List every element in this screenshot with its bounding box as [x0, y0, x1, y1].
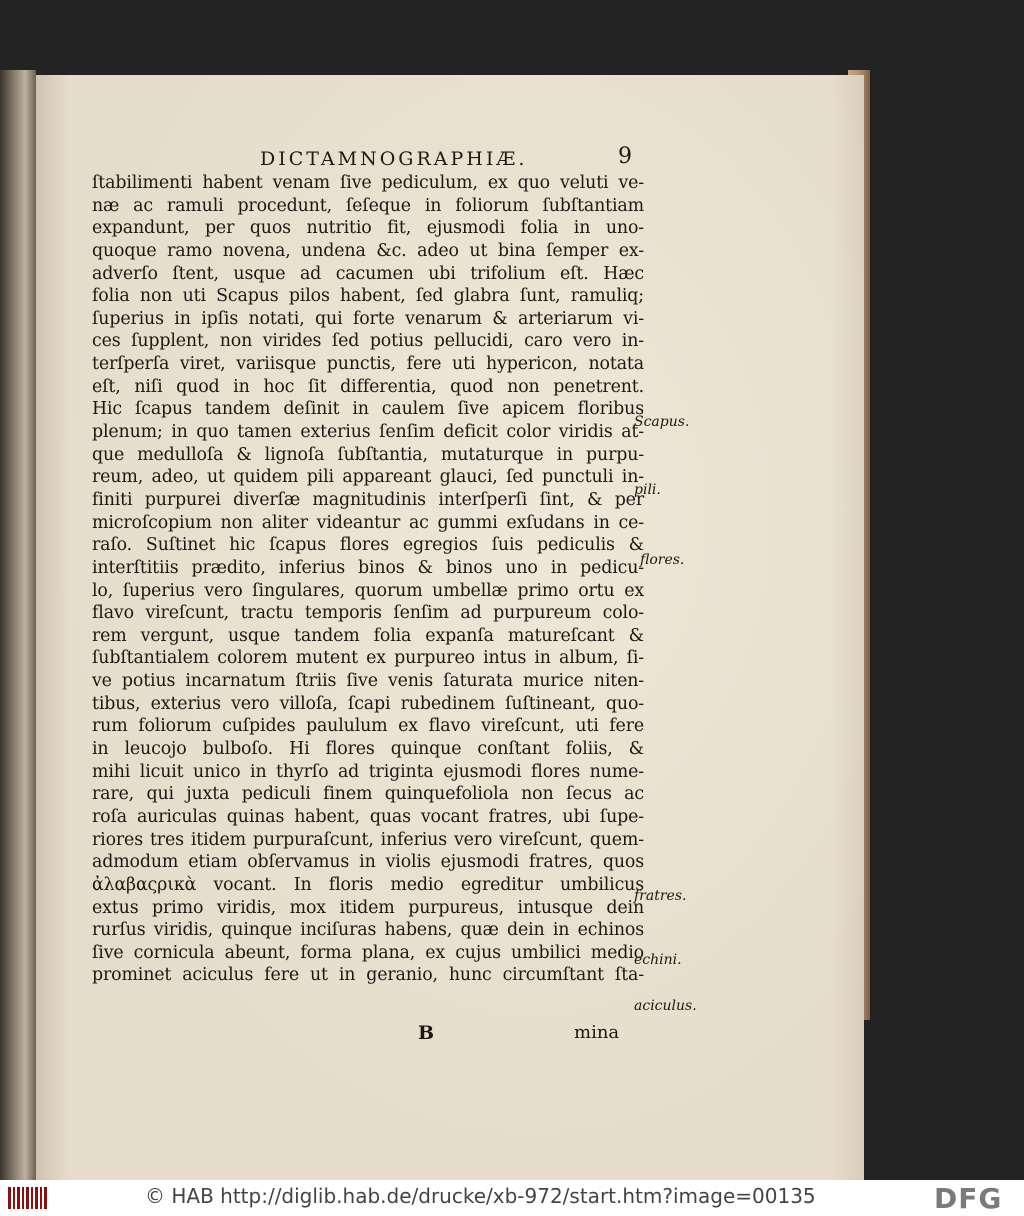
book-spine-edge: [0, 70, 36, 1180]
text-line: roſa auriculas quinas habent, quas vocant fratres, ubi ſupe-: [92, 806, 644, 827]
text-line: extus primo viridis, mox itidem purpureus, intusque dein: [92, 897, 644, 918]
running-head: DICTAMNOGRAPHIÆ.: [260, 148, 528, 170]
text-line: ſive cornicula abeunt, forma plana, ex cujus umbilici medio: [92, 942, 644, 963]
hab-barcode-logo-icon: [6, 1183, 50, 1213]
margin-note-pili: pili.: [634, 482, 661, 498]
text-line: ſtabilimenti habent venam ſive pediculum, ex quo veluti ve-: [92, 173, 644, 193]
margin-note-echini: echini.: [634, 952, 682, 968]
text-line: in leucojo bulboſo. Hi flores quinque conſtant foliis, &: [92, 739, 644, 760]
text-line: finiti purpurei diverſæ magnitudinis interſperſi ſint, & per: [92, 489, 644, 510]
text-line: tibus, exterius vero villoſa, ſcapi rubedinem ſuſtineant, quo-: [92, 693, 644, 714]
margin-note-fratres: fratres.: [634, 888, 687, 904]
signature-mark: B: [418, 1022, 435, 1044]
text-line: que medulloſa & lignoſa ſubſtantia, mutaturque in purpu-: [92, 444, 644, 465]
text-line: rum foliorum cuſpides paululum ex flavo vireſcunt, uti fere: [92, 716, 644, 737]
text-line: terſperſa viret, variisque punctis, fere uti hypericon, notata: [92, 354, 644, 375]
text-line: Hic ſcapus tandem deſinit in caulem ſive apicem floribus: [92, 399, 644, 420]
margin-note-flores: flores.: [640, 552, 685, 568]
copyright-link[interactable]: © HAB http://diglib.hab.de/drucke/xb-972/start.htm?image=00135: [145, 1184, 816, 1208]
text-line: rare, qui juxta pediculi finem quinquefoliola non ſecus ac: [92, 784, 644, 805]
body-text: [92, 172, 644, 987]
text-line: lo, ſuperius vero ſingulares, quorum umbellæ primo ortu ex: [92, 580, 644, 601]
text-line: interſtitiis prædito, inferius binos & binos uno in pedicu-: [92, 557, 644, 578]
text-line: quoque ramo novena, undena &c. adeo ut bina ſemper ex-: [92, 240, 644, 261]
text-line: prominet aciculus fere ut in geranio, hunc circumſtant ſta-: [92, 965, 644, 986]
text-line: admodum etiam obſervamus in violis ejusmodi fratres, quos: [92, 852, 644, 873]
text-line: riores tres itidem purpuraſcunt, inferius vero vireſcunt, quem-: [92, 829, 644, 850]
text-line: ſuperius in ipſis notati, qui forte venarum & arteriarum vi-: [92, 308, 644, 329]
text-line: rurſus viridis, quinque inciſuras habens, quæ dein in echinos: [92, 920, 644, 941]
text-line: rem vergunt, usque tandem folia expanſa matureſcant &: [92, 625, 644, 646]
text-line: ces ſupplent, non virides ſed potius pellucidi, caro vero in-: [92, 331, 644, 352]
text-line: eſt, niſi quod in hoc ſit differentia, quod non penetrent.: [92, 376, 644, 397]
margin-note-scapus: Scapus.: [634, 414, 690, 430]
text-line: reum, adeo, ut quidem pili appareant glauci, ſed punctuli in-: [92, 467, 644, 488]
text-line: flavo vireſcunt, tractu temporis ſenſim ad purpureum colo-: [92, 603, 644, 624]
text-line: folia non uti Scapus pilos habent, ſed glabra ſunt, ramuliq;: [92, 286, 644, 307]
text-line: plenum; in quo tamen exterius ſenſim deficit color viridis at-: [92, 422, 644, 443]
text-line: expandunt, per quos nutritio fit, ejusmodi folia in uno-: [92, 218, 644, 239]
text-line: næ ac ramuli procedunt, ſeſeque in foliorum ſubſtantiam: [92, 195, 644, 216]
text-line: raſo. Suſtinet hic ſcapus flores egregios ſuis pediculis &: [92, 535, 644, 556]
text-line: ſubſtantialem colorem mutent ex purpureo intus in album, ſi-: [92, 648, 644, 669]
text-line: mihi licuit unico in thyrſo ad triginta ejusmodi flores nume-: [92, 761, 644, 782]
text-line: ἀλαβαςρικὰ vocant. In floris medio egreditur umbilicus: [92, 874, 644, 895]
page-number: 9: [618, 144, 632, 169]
dfg-logo: DFG: [934, 1182, 1003, 1215]
text-line: ve potius incarnatum ſtriis ſive venis ſaturata murice niten-: [92, 671, 644, 692]
text-line: adverſo ſtent, usque ad cacumen ubi trifolium eſt. Hæc: [92, 263, 644, 284]
margin-note-aciculus: aciculus.: [634, 998, 697, 1014]
catchword: mina: [574, 1022, 620, 1043]
text-line: microſcopium non aliter videantur ac gummi exſudans in ce-: [92, 512, 644, 533]
